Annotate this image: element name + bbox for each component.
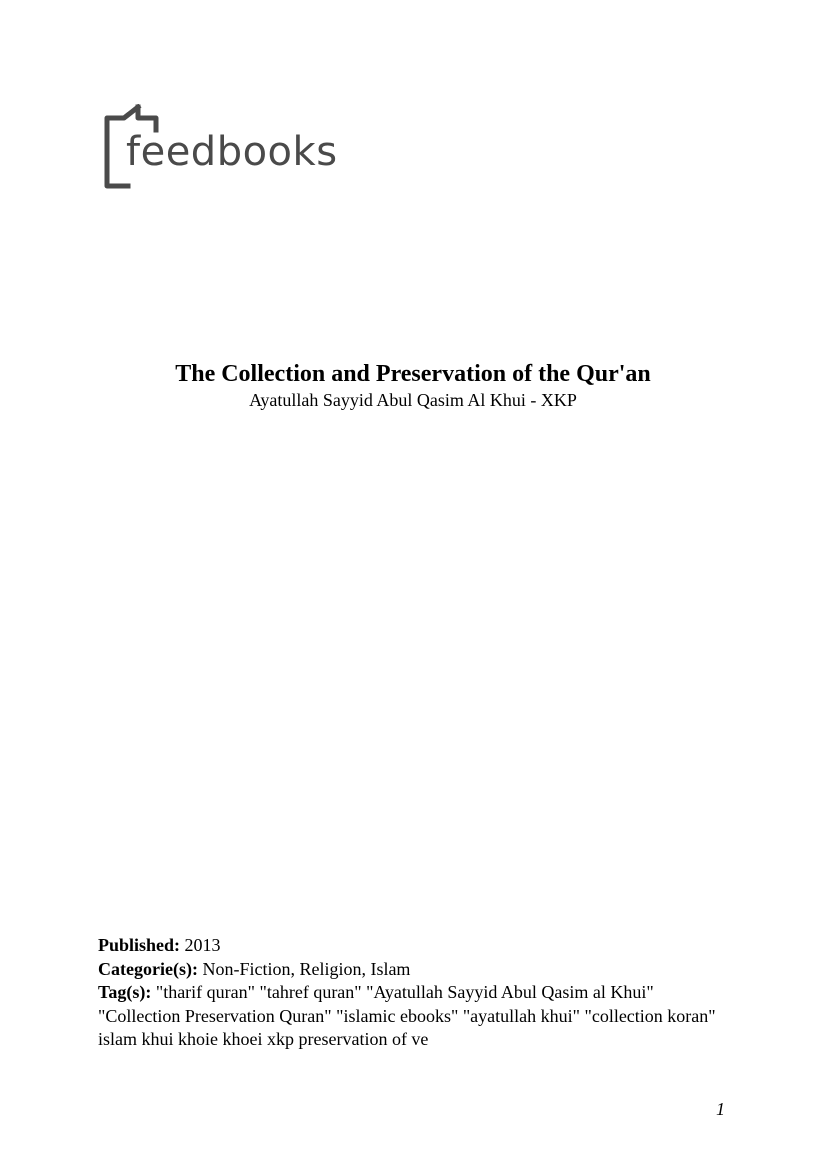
published-value: 2013 — [184, 935, 221, 955]
page-number: 1 — [716, 1099, 725, 1119]
book-author: Ayatullah Sayyid Abul Qasim Al Khui - XKP — [249, 390, 577, 410]
tags-label: Tag(s): — [98, 982, 152, 1002]
logo-wordmark: feedbooks — [126, 129, 338, 175]
published-label: Published: — [98, 935, 181, 955]
categories-value: Non-Fiction, Religion, Islam — [202, 958, 411, 979]
categories-label: Categorie(s): — [98, 958, 198, 979]
published-row — [98, 934, 738, 958]
tags-value: "tharif quran" "tahref quran" "Ayatullah Sayyid Abul Qasim al Khui" "Collection Preservation Quran" "islamic ebooks" "ayatullah khui" "collection koran" islam khui khoie khoei xkp preservation of ve — [98, 982, 716, 1049]
book-metadata — [98, 934, 738, 1052]
feedbooks-logo — [104, 104, 354, 190]
title-block — [0, 359, 826, 411]
book-title: The Collection and Preservation of the Qur'an — [175, 361, 651, 387]
tags-row — [98, 981, 738, 1052]
categories-row — [98, 958, 738, 982]
